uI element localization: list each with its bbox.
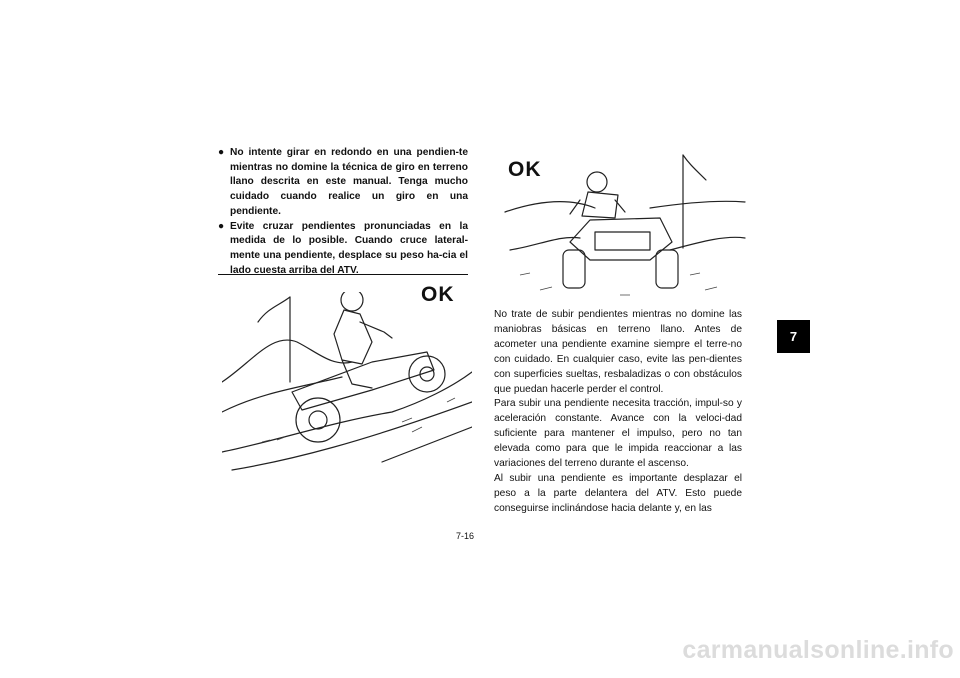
warning-bullet-list	[218, 146, 468, 278]
body-text	[494, 308, 742, 517]
bullet-text: No intente girar en redondo en una pendien-te mientras no domine la técnica de giro en terreno llano descrita en este manual. Tenga mucho cuidado cuando realice un giro en una pendiente.	[230, 147, 468, 217]
atv-crossing-slope-illustration-icon	[222, 292, 472, 477]
ok-label-right: OK	[508, 158, 542, 181]
body-paragraph: Al subir una pendiente es importante desplazar el peso a la parte delantera del ATV. Esto puede conseguirse inclinándose hacia delante y, en las	[494, 472, 742, 514]
bullet-item	[218, 220, 468, 279]
page-number: 7-16	[456, 531, 475, 541]
bullet-item	[218, 146, 468, 220]
bullet-dot-icon: ●	[218, 147, 225, 158]
section-divider	[218, 274, 468, 275]
watermark: carmanualsonline.info	[682, 636, 954, 664]
body-paragraph: Para subir una pendiente necesita tracción, impul-so y aceleración constante. Avance con la veloci-dad suficiente para mantener el impulso, pero no tan elevada como para que le impida reaccionar a las variaciones del terreno durante el ascenso.	[494, 398, 742, 470]
bullet-text: Evite cruzar pendientes pronunciadas en la medida de lo posible. Cuando cruce lateral-mente una pendiente, desplace su peso ha-cia el lado cuesta arriba del ATV.	[230, 220, 468, 276]
atv-climbing-hill-illustration-icon	[500, 150, 750, 302]
body-paragraph: No trate de subir pendientes mientras no domine las maniobras básicas en terreno llano. Antes de acometer una pendiente examine siempre el terre-no con cuidado. En cualquier caso, evite las pen-dientes con superficies sueltas, resbaladizas o con obstáculos que puedan hacerle perder el control.	[494, 309, 742, 395]
bullet-dot-icon: ●	[218, 220, 225, 232]
chapter-tab: 7	[777, 320, 810, 353]
ok-label-left: OK	[421, 283, 455, 306]
